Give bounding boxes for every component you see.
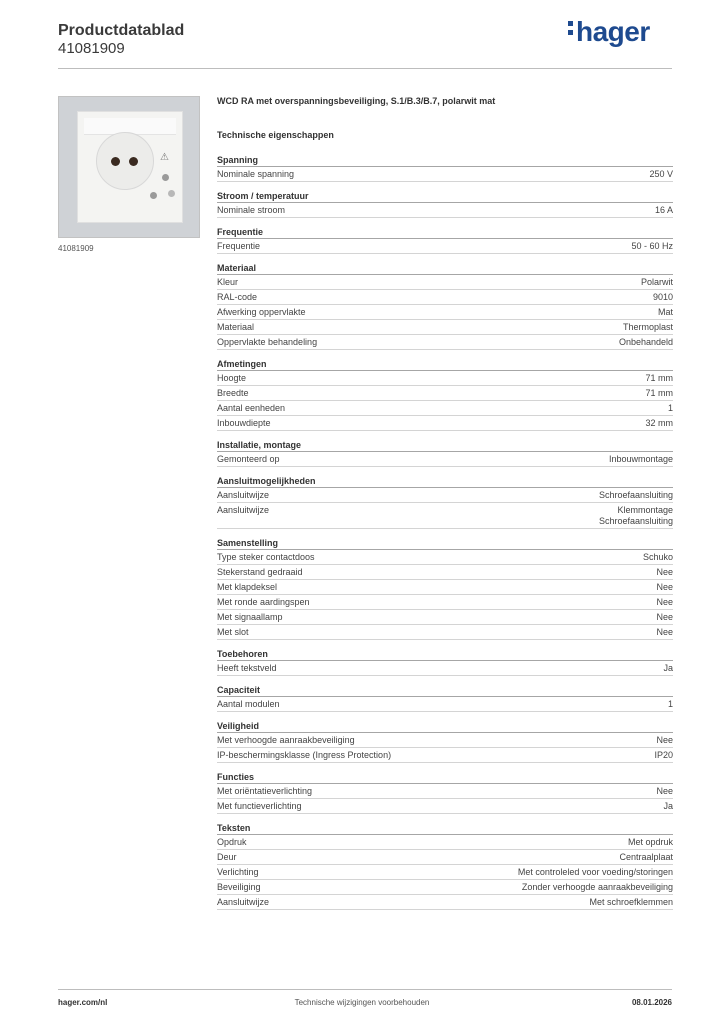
- spec-row: [217, 595, 673, 610]
- spec-label: Inbouwdiepte: [217, 418, 271, 428]
- spec-row: [217, 733, 673, 748]
- section-title: Afmetingen: [217, 358, 673, 371]
- spec-label: Kleur: [217, 277, 239, 287]
- spec-row: [217, 565, 673, 580]
- section-title: Teksten: [217, 822, 673, 835]
- socket-pin-left: [111, 157, 120, 166]
- spec-label: Met oriëntatieverlichting: [217, 786, 313, 796]
- spec-row: [217, 580, 673, 595]
- spec-label: Met klapdeksel: [217, 582, 278, 592]
- spec-label: Met ronde aardingspen: [217, 597, 310, 607]
- spec-value: Ja: [663, 801, 673, 811]
- socket-frame: [77, 111, 183, 223]
- section-title: Materiaal: [217, 262, 673, 275]
- spec-section: [217, 822, 673, 910]
- spec-value: Polarwit: [640, 277, 673, 287]
- spec-value: Klemmontage Schroefaansluiting: [598, 505, 673, 526]
- spec-row: [217, 239, 673, 254]
- spec-value: 9010: [652, 292, 673, 302]
- spec-row: [217, 167, 673, 182]
- socket-insert: [96, 132, 154, 190]
- section-title: Spanning: [217, 154, 673, 167]
- spec-value: Inbouwmontage: [608, 454, 673, 464]
- spec-row: [217, 371, 673, 386]
- spec-value: Schuko: [642, 552, 673, 562]
- socket-pin-right: [129, 157, 138, 166]
- spec-value: Met opdruk: [627, 837, 673, 847]
- section-title: Capaciteit: [217, 684, 673, 697]
- spec-row: [217, 865, 673, 880]
- spec-label: Deur: [217, 852, 237, 862]
- spec-label: Gemonteerd op: [217, 454, 280, 464]
- spec-value: 71 mm: [645, 388, 673, 398]
- spec-section: [217, 648, 673, 676]
- product-image: [58, 96, 200, 238]
- section-title: Veiligheid: [217, 720, 673, 733]
- spec-label: Aansluitwijze: [217, 490, 270, 500]
- spec-row: [217, 320, 673, 335]
- spec-section: [217, 226, 673, 254]
- spec-value: 1: [667, 699, 673, 709]
- spec-value: 250 V: [649, 169, 673, 179]
- product-name: WCD RA met overspanningsbeveiliging, S.1/B.3/B.7, polarwit mat: [217, 96, 496, 106]
- spec-row: [217, 401, 673, 416]
- spec-row: [217, 625, 673, 640]
- spec-value: Schroefaansluiting: [598, 490, 673, 500]
- spec-sections: [217, 154, 673, 910]
- spec-value: Nee: [656, 735, 673, 745]
- spec-section: [217, 537, 673, 640]
- spec-value: 32 mm: [645, 418, 673, 428]
- spec-label: Stekerstand gedraaid: [217, 567, 303, 577]
- spec-value: Nee: [656, 627, 673, 637]
- spec-row: [217, 835, 673, 850]
- spec-label: Heeft tekstveld: [217, 663, 277, 673]
- spec-label: Aantal eenheden: [217, 403, 286, 413]
- spec-label: Nominale stroom: [217, 205, 286, 215]
- spec-label: Met functieverlichting: [217, 801, 302, 811]
- spec-section: [217, 262, 673, 350]
- spec-value: Centraalplaat: [619, 852, 673, 862]
- spec-value: Onbehandeld: [618, 337, 673, 347]
- section-title: Functies: [217, 771, 673, 784]
- spec-label: Met slot: [217, 627, 249, 637]
- spec-value: Nee: [656, 612, 673, 622]
- logo-text: hager: [576, 16, 650, 47]
- spec-row: [217, 503, 673, 529]
- spec-section: [217, 190, 673, 218]
- spec-value: Nee: [656, 597, 673, 607]
- spec-label: Met signaallamp: [217, 612, 283, 622]
- indicator-led-icon: [162, 174, 169, 181]
- spec-section: [217, 439, 673, 467]
- properties-heading: Technische eigenschappen: [217, 130, 334, 140]
- spec-label: IP-beschermingsklasse (Ingress Protection): [217, 750, 392, 760]
- spec-value: Nee: [656, 567, 673, 577]
- spec-value: IP20: [654, 750, 673, 760]
- spec-row: [217, 784, 673, 799]
- spec-section: [217, 358, 673, 431]
- spec-label: Frequentie: [217, 241, 261, 251]
- spec-row: [217, 203, 673, 218]
- spec-label: Afwerking oppervlakte: [217, 307, 306, 317]
- spec-label: Beveiliging: [217, 882, 261, 892]
- spec-label: Breedte: [217, 388, 249, 398]
- section-title: Frequentie: [217, 226, 673, 239]
- spec-label: Aansluitwijze: [217, 505, 270, 515]
- logo-dots-icon: [568, 17, 574, 39]
- spec-label: Aansluitwijze: [217, 897, 270, 907]
- specifications: [217, 96, 673, 910]
- spec-row: [217, 488, 673, 503]
- spec-value: 71 mm: [645, 373, 673, 383]
- spec-section: [217, 684, 673, 712]
- header-divider: [58, 68, 672, 69]
- spec-row: [217, 275, 673, 290]
- surge-indicator-icon: [168, 190, 175, 197]
- spec-value: Mat: [657, 307, 673, 317]
- spec-label: Met verhoogde aanraakbeveiliging: [217, 735, 355, 745]
- spec-value: 16 A: [654, 205, 673, 215]
- section-title: Stroom / temperatuur: [217, 190, 673, 203]
- spec-value: 50 - 60 Hz: [631, 241, 673, 251]
- spec-label: Opdruk: [217, 837, 247, 847]
- spec-row: [217, 452, 673, 467]
- warning-triangle-icon: ⚠: [160, 152, 169, 163]
- spec-row: [217, 416, 673, 431]
- spec-value: Met schroefklemmen: [589, 897, 673, 907]
- spec-row: [217, 799, 673, 814]
- spec-label: RAL-code: [217, 292, 258, 302]
- spec-section: [217, 720, 673, 763]
- indicator-led-icon: [150, 192, 157, 199]
- footer-date: 08.01.2026: [631, 998, 672, 1007]
- section-title: Toebehoren: [217, 648, 673, 661]
- image-caption: 41081909: [58, 244, 94, 253]
- spec-value: 1: [667, 403, 673, 413]
- spec-label: Nominale spanning: [217, 169, 295, 179]
- spec-row: [217, 748, 673, 763]
- spec-row: [217, 610, 673, 625]
- spec-label: Materiaal: [217, 322, 255, 332]
- spec-row: [217, 290, 673, 305]
- spec-row: [217, 850, 673, 865]
- spec-section: [217, 475, 673, 529]
- spec-row: [217, 895, 673, 910]
- spec-row: [217, 550, 673, 565]
- spec-row: [217, 661, 673, 676]
- section-title: Installatie, montage: [217, 439, 673, 452]
- spec-value: Thermoplast: [622, 322, 673, 332]
- spec-value: Met controleled voor voeding/storingen: [517, 867, 673, 877]
- spec-value: Zonder verhoogde aanraakbeveiliging: [521, 882, 673, 892]
- footer-website: hager.com/nl: [58, 998, 108, 1007]
- spec-section: [217, 154, 673, 182]
- spec-value: Nee: [656, 786, 673, 796]
- section-title: Samenstelling: [217, 537, 673, 550]
- spec-value: Nee: [656, 582, 673, 592]
- spec-label: Aantal modulen: [217, 699, 280, 709]
- spec-label: Type steker contactdoos: [217, 552, 315, 562]
- spec-section: [217, 771, 673, 814]
- spec-label: Oppervlakte behandeling: [217, 337, 318, 347]
- page-title: Productdatablad: [58, 22, 185, 39]
- footer-notice: Technische wijzigingen voorbehouden: [294, 998, 430, 1007]
- spec-label: Hoogte: [217, 373, 247, 383]
- spec-row: [217, 697, 673, 712]
- footer-divider: [58, 989, 672, 990]
- spec-row: [217, 335, 673, 350]
- spec-row: [217, 386, 673, 401]
- article-number: 41081909: [58, 40, 125, 57]
- spec-value: Ja: [663, 663, 673, 673]
- spec-label: Verlichting: [217, 867, 259, 877]
- hager-logo: [568, 16, 650, 48]
- spec-row: [217, 880, 673, 895]
- spec-row: [217, 305, 673, 320]
- section-title: Aansluitmogelijkheden: [217, 475, 673, 488]
